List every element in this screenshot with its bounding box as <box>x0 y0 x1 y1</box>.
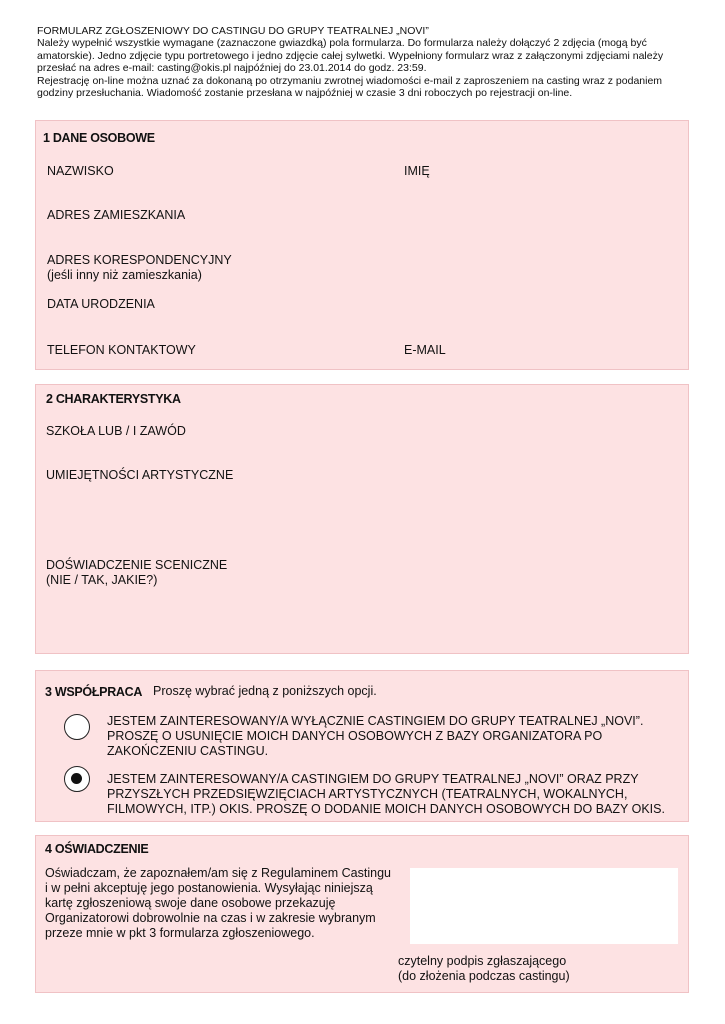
skills-label: UMIEJĘTNOŚCI ARTYSTYCZNE <box>46 468 234 482</box>
option-line: PROSZĘ O USUNIĘCIE MOICH DANYCH OSOBOWYCH Z BAZY ORGANIZATORA PO <box>107 729 603 743</box>
declaration-statement <box>45 866 391 941</box>
school-label: SZKOŁA LUB / I ZAWÓD <box>46 424 186 438</box>
phone-label: TELEFON KONTAKTOWY <box>47 343 196 357</box>
section-cooperation <box>35 670 689 822</box>
intro-line: przesłać na adres e-mail: casting@okis.pl najpóźniej do 23.01.2014 do godz. 23:59. <box>37 62 427 75</box>
form-heading: FORMULARZ ZGŁOSZENIOWY DO CASTINGU DO GRUPY TEATRALNEJ „NOVI” <box>37 25 429 37</box>
radio-casting-and-future[interactable] <box>64 766 90 792</box>
statement-line: Oświadczam, że zapoznałem/am się z Regulaminem Castingu <box>45 866 391 880</box>
experience-label: DOŚWIADCZENIE SCENICZNE <box>46 558 228 572</box>
option-line: ZAKOŃCZENIU CASTINGU. <box>107 744 269 758</box>
experience-note: (NIE / TAK, JAKIE?) <box>46 573 158 587</box>
option-line: FILMOWYCH, ITP.) OKIS. PROSZĘ O DODANIE MOICH DANYCH OSOBOWYCH DO BAZY OKIS. <box>107 802 665 816</box>
form-intro <box>37 25 697 99</box>
correspondence-address-label: ADRES KORESPONDENCYJNY <box>47 253 232 267</box>
option-line: JESTEM ZAINTERESOWANY/A CASTINGIEM DO GRUPY TEATRALNEJ „NOVI” ORAZ PRZY <box>107 772 639 786</box>
signature-box <box>410 868 678 944</box>
option-line: JESTEM ZAINTERESOWANY/A WYŁĄCZNIE CASTINGIEM DO GRUPY TEATRALNEJ „NOVI”. <box>107 714 644 728</box>
radio-casting-only[interactable] <box>64 714 90 740</box>
birth-date-label: DATA URODZENIA <box>47 297 155 311</box>
intro-line: amatorskie). Jedno zdjęcie typu portretowego i jedno zdjęcie całej sylwetki. Wypełniony formularz wraz z załączonymi zdjęciami należy <box>37 49 664 62</box>
section-title: 4 OŚWIADCZENIE <box>45 842 149 856</box>
surname-label: NAZWISKO <box>47 164 114 178</box>
signature-label: czytelny podpis zgłaszającego <box>398 954 567 968</box>
statement-line: kartę zgłoszeniową swoje dane osobowe przekazuję <box>45 896 336 910</box>
statement-line: i w pełni akceptuję jego postanowienia. Wysyłając niniejszą <box>45 881 373 895</box>
option-line: PRZYSZŁYCH PRZEDSIĘWZIĘCIACH ARTYSTYCZNYCH (TEATRALNYCH, WOKALNYCH, <box>107 787 628 801</box>
statement-line: przeze mnie w pkt 3 formularza zgłoszeniowego. <box>45 926 315 940</box>
section-declaration <box>35 835 689 993</box>
section-characteristics <box>35 384 689 654</box>
section-title: 3 WSPÓŁPRACA <box>45 685 143 699</box>
section-title: 1 DANE OSOBOWE <box>43 131 155 145</box>
intro-line: Rejestrację on-line można uznać za dokonaną po otrzymaniu zwrotnej wiadomości e-mail z zaproszeniem na casting wraz z podaniem <box>37 74 663 87</box>
email-label: E-MAIL <box>404 343 446 357</box>
intro-line: Należy wypełnić wszystkie wymagane (zaznaczone gwiazdką) pola formularza. Do formularza należy dołączyć 2 zdjęcia (mogą być <box>37 37 647 50</box>
option-casting-and-future-text <box>107 772 665 817</box>
section-personal-data <box>35 120 689 370</box>
first-name-label: IMIĘ <box>404 164 430 178</box>
address-label: ADRES ZAMIESZKANIA <box>47 208 186 222</box>
cooperation-instruction: Proszę wybrać jedną z poniższych opcji. <box>153 684 377 698</box>
intro-line: godziny przesłuchania. Wiadomość zostanie przesłana w najpóźniej w czasie 3 dni roboczych po rejestracji on-line. <box>37 87 573 100</box>
signature-note: (do złożenia podczas castingu) <box>398 969 570 983</box>
statement-line: Organizatorowi dobrowolnie na czas i w zakresie wybranym <box>45 911 376 925</box>
section-title: 2 CHARAKTERYSTYKA <box>46 392 181 406</box>
correspondence-address-note: (jeśli inny niż zamieszkania) <box>47 268 202 282</box>
option-casting-only-text <box>107 714 643 759</box>
radio-selected-dot <box>71 773 82 784</box>
